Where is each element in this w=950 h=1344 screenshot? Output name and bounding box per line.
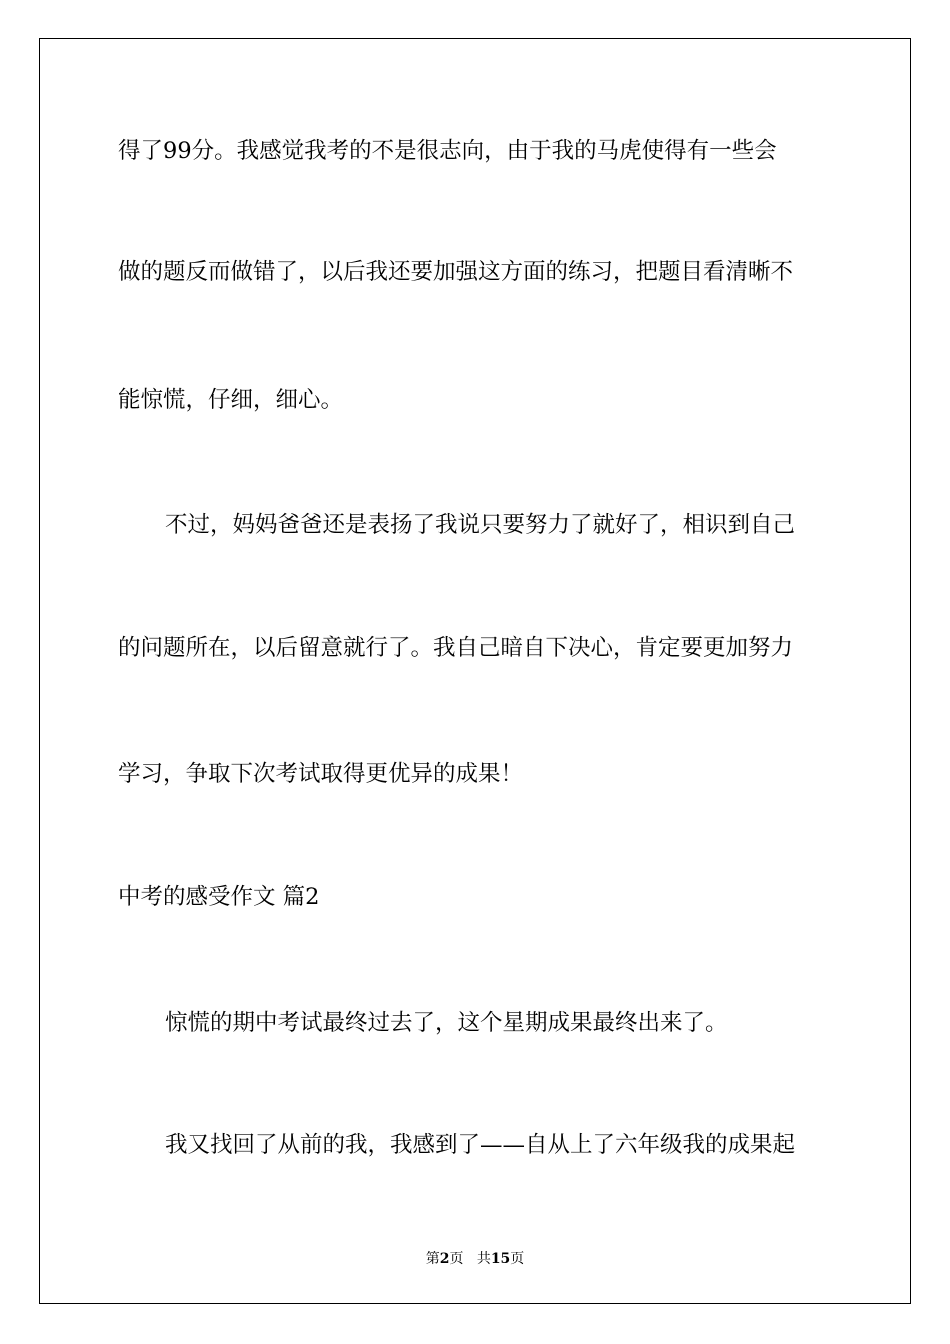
page-label-prefix: 第 [425, 1251, 440, 1267]
section-heading: 中考的感受作文 篇2 [118, 884, 320, 910]
total-label-prefix: 共 [476, 1251, 491, 1267]
paragraph-start-line: 我又找回了从前的我，我感到了——自从上了六年级我的成果起 [165, 1132, 796, 1158]
text-line-5: 的问题所在，以后留意就行了。我自己暗自下决心，肯定要更加努力 [118, 635, 794, 661]
total-pages: 15 [490, 1251, 511, 1267]
total-label-suffix: 页 [510, 1251, 525, 1267]
text-line-3: 能惊慌，仔细，细心。 [118, 387, 344, 413]
text-line-6: 学习，争取下次考试取得更优异的成果！ [118, 761, 524, 787]
page-number: 2 [439, 1251, 450, 1267]
paragraph-start-line: 不过，妈妈爸爸还是表扬了我说只要努力了就好了，相识到自己 [165, 512, 796, 538]
paragraph-start-line: 惊慌的期中考试最终过去了，这个星期成果最终出来了。 [165, 1010, 728, 1036]
page-border [39, 38, 911, 1304]
text-line-1: 得了99分。我感觉我考的不是很志向，由于我的马虎使得有一些会 [118, 138, 777, 164]
page-footer [0, 1248, 950, 1268]
page-label-suffix: 页 [449, 1251, 464, 1267]
text-line-2: 做的题反而做错了，以后我还要加强这方面的练习，把题目看清晰不 [118, 259, 794, 285]
